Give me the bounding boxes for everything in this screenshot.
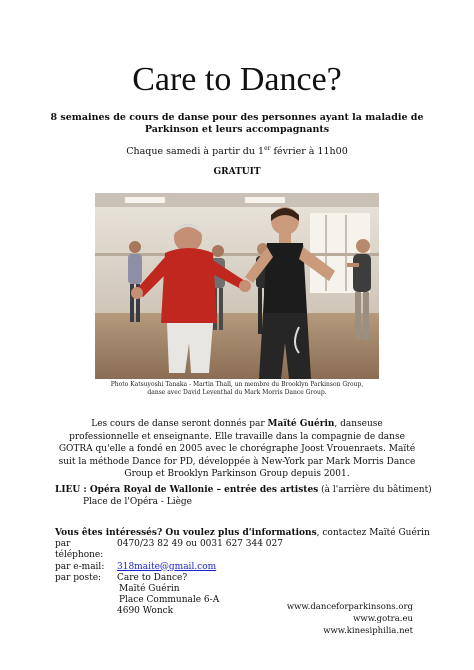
page-title: Care to Dance?	[132, 61, 342, 98]
schedule-suffix: février à 11h00	[270, 146, 348, 158]
photo-caption	[95, 381, 379, 397]
photo-caption-line-2: danse avec David Leventhal du Mark Morris Dance Group.	[147, 389, 327, 396]
location-line	[55, 484, 435, 496]
website-link[interactable]: www.kinesiphilia.net	[323, 626, 413, 636]
price-label: GRATUIT	[213, 167, 261, 177]
post-line-4: 4690 Wonck	[117, 606, 174, 617]
teacher-name: Maïté Guérin	[267, 419, 335, 429]
email-link[interactable]: 318maite@gmail.com	[117, 561, 217, 572]
phone-label: par téléphone:	[55, 539, 104, 561]
schedule-prefix: Chaque samedi à partir du 1	[126, 146, 265, 158]
post-line-3: Place Communale 6-A	[119, 595, 220, 606]
contact-post-row	[55, 573, 435, 584]
schedule-line	[0, 145, 474, 157]
phone-value: 0470/23 82 49 ou 0031 627 344 027	[117, 539, 283, 550]
description-part-2: , danseuse professionnelle et enseignante. Elle travaille dans la compagnie de danse GOTRA qu'elle a fondé en 2005 avec le chorégraphe Joost Vrouenraets. Maïté suit la méthode Dance for PD, développée à New-York par Mark Morris Dance Group et Brooklyn Parkinson Group depuis 2001.	[58, 419, 416, 479]
schedule-superscript: er	[264, 145, 271, 152]
location-note: (à l'arrière du bâtiment)	[318, 485, 432, 495]
post-line-1: Care to Dance?	[117, 572, 188, 583]
post-label: par poste:	[55, 572, 102, 583]
email-label: par e-mail:	[55, 561, 105, 572]
contact-heading-suffix: , contactez Maïté Guérin	[316, 528, 430, 538]
photo-caption-line-1: Photo Katsuyoshi Tanaka - Martin Thall, un membre du Brooklyn Parkinson Group,	[110, 381, 364, 388]
contact-phone-row	[55, 539, 435, 561]
dance-photo	[95, 193, 379, 379]
location-address: Place de l'Opéra - Liège	[83, 497, 192, 507]
contact-email-row	[55, 562, 435, 573]
description-paragraph	[55, 418, 419, 481]
contact-heading-line	[55, 528, 435, 539]
location-label: LIEU : Opéra Royal de Wallonie – entrée des artistes	[55, 485, 319, 495]
contact-heading: Vous êtes intéressés? Ou voulez plus d'informations	[55, 528, 317, 538]
website-link[interactable]: www.danceforparkinsons.org	[286, 602, 413, 612]
location-block	[55, 484, 435, 508]
dance-photo-illustration	[95, 193, 379, 379]
subtitle: 8 semaines de cours de danse pour des personnes ayant la maladie de Parkinson et leurs accompagnants	[50, 112, 424, 135]
website-link[interactable]: www.gotra.eu	[353, 614, 413, 624]
post-line-2: Maïté Guérin	[119, 584, 180, 595]
description-part-1: Les cours de danse seront donnés par	[91, 419, 268, 429]
websites-block	[213, 601, 413, 637]
